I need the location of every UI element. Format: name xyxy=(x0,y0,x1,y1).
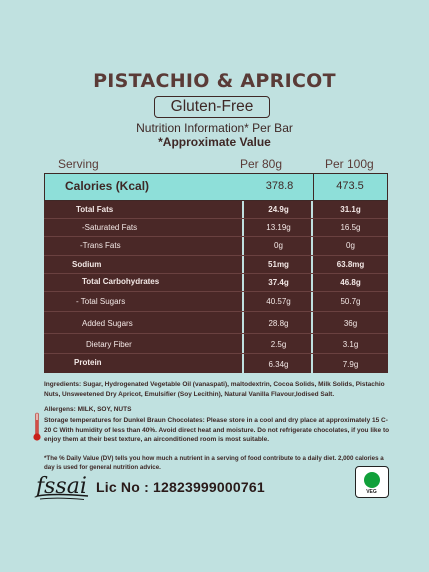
row-value-80g: 28.8g xyxy=(268,319,289,328)
daily-value-note: *The % Daily Value (DV) tells you how much a nutrient in a serving of food contribute to a daily diet. 2,000 calories a day is used for general nutrition advice. xyxy=(44,455,384,471)
table-row xyxy=(44,236,388,255)
row-value-100g: 50.7g xyxy=(340,297,361,306)
row-value-100g: 36g xyxy=(343,319,358,328)
row-value-80g: 51mg xyxy=(268,260,289,269)
row-value-100g: 7.9g xyxy=(342,360,359,369)
row-label: -Trans Fats xyxy=(80,241,121,250)
gluten-free-badge: Gluten-Free xyxy=(154,96,270,118)
veg-dot xyxy=(364,472,380,488)
row-value-80g: 24.9g xyxy=(268,205,289,214)
table-row xyxy=(44,353,388,373)
table-row xyxy=(44,291,388,311)
license-number: Lic No : 12823999000761 xyxy=(96,479,265,495)
row-label: Total Fats xyxy=(76,205,114,214)
header-serving: Serving xyxy=(58,157,99,171)
row-value-100g: 0g xyxy=(346,241,355,250)
table-row xyxy=(44,333,388,353)
veg-mark-icon xyxy=(355,466,389,498)
storage-text: Storage temperatures for Dunkel Braun Chocolates: Please store in a cool and dry place at approximately 15 C-20 C With humidity of less than 40%. Avoid direct heat and moisture. Do not refrigerate chocolates, if you like to enjoy them at their best texture, an airconditioned room is most suitable. xyxy=(44,417,390,443)
nutrition-subtitle: Nutrition Information* Per Bar xyxy=(136,121,293,135)
table-row xyxy=(44,311,388,333)
fssai-logo-text: fssai xyxy=(36,474,87,499)
row-value-100g: 31.1g xyxy=(340,205,361,214)
allergens-text: Allergens: MILK, SOY, NUTS xyxy=(44,406,132,413)
table-row xyxy=(44,255,388,273)
ingredients-text: Ingredients: Sugar, Hydrogenated Vegetable Oil (vanaspati), maltodextrin, Cocoa Solids, Milk Solids, Pistachio Nuts, Unsweetened Dry Apricot, Emulsifier (Soy Lecithin), Natural Vanilla Flavour,Iodised Salt. xyxy=(44,381,385,398)
table-row xyxy=(44,201,388,218)
approximate-note: *Approximate Value xyxy=(158,135,271,149)
table-row xyxy=(44,218,388,236)
row-value-80g: 2.5g xyxy=(270,340,287,349)
row-value-80g: 13.19g xyxy=(266,223,291,232)
row-value-100g: 63.8mg xyxy=(336,260,365,269)
product-title: PISTACHIO & APRICOT xyxy=(93,70,336,92)
row-value-80g: 0g xyxy=(274,241,283,250)
header-per-100g: Per 100g xyxy=(325,157,374,171)
thermometer-icon xyxy=(33,412,41,442)
veg-label: VEG xyxy=(366,489,377,495)
row-label: Total Carbohydrates xyxy=(82,277,160,286)
calories-per-80g: 378.8 xyxy=(265,180,294,192)
row-label: Added Sugars xyxy=(82,319,133,328)
row-value-80g: 40.57g xyxy=(266,297,291,306)
header-per-80g: Per 80g xyxy=(240,157,283,171)
row-value-100g: 3.1g xyxy=(342,340,359,349)
row-value-80g: 6.34g xyxy=(268,360,289,369)
calories-per-100g: 473.5 xyxy=(336,180,364,192)
row-value-80g: 37.4g xyxy=(268,278,289,287)
row-value-100g: 16.5g xyxy=(340,223,361,232)
fssai-logo xyxy=(34,472,92,502)
row-label: -Saturated Fats xyxy=(82,223,138,232)
row-label: Protein xyxy=(74,358,102,367)
calories-label: Calories (Kcal) xyxy=(65,179,150,193)
row-label: Dietary Fiber xyxy=(86,340,132,349)
row-label: - Total Sugars xyxy=(76,297,126,306)
row-label: Sodium xyxy=(72,260,102,269)
nutrition-table xyxy=(44,201,388,373)
row-value-100g: 46.8g xyxy=(340,278,361,287)
calories-row xyxy=(44,173,388,201)
table-row xyxy=(44,273,388,291)
